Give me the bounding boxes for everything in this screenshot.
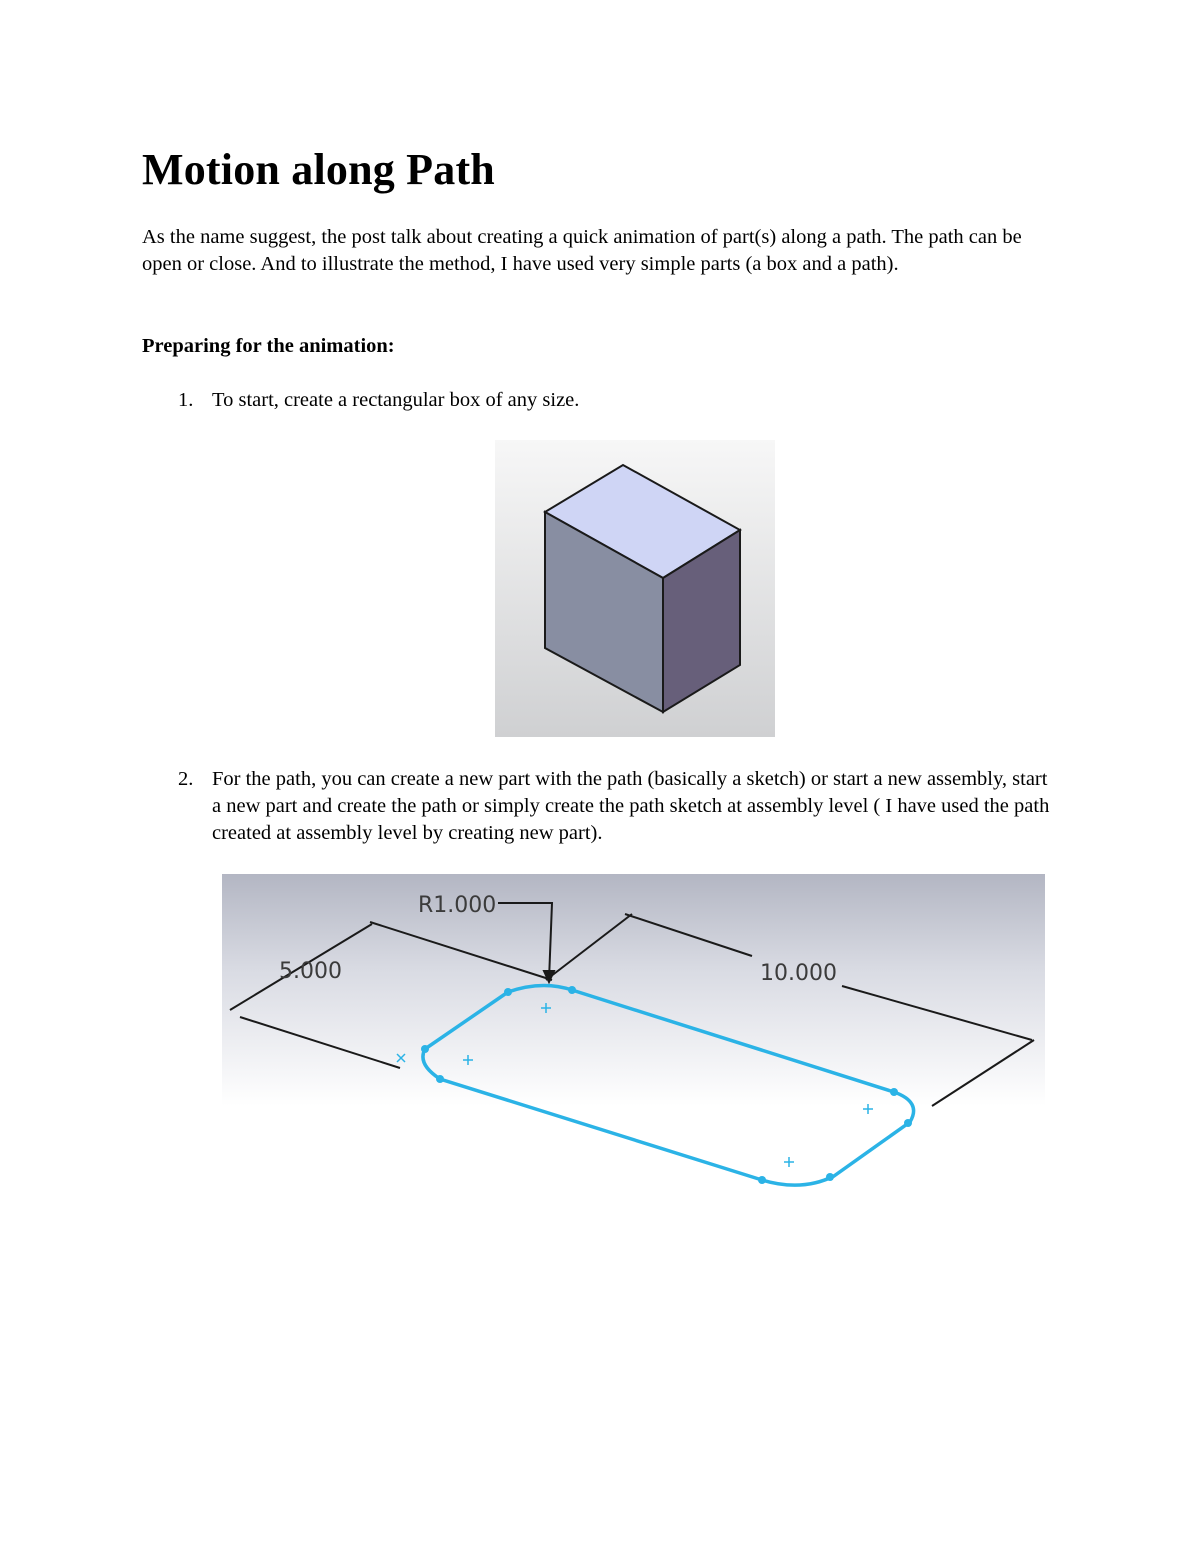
box-figure <box>495 440 775 737</box>
list-item-text: To start, create a rectangular box of any size. <box>212 389 580 411</box>
box-illustration <box>495 440 775 737</box>
width-dimension-label: 5.000 <box>279 959 342 984</box>
radius-dimension-label: R1.000 <box>418 893 497 918</box>
path-vertex <box>568 986 576 994</box>
center-mark <box>541 1003 551 1013</box>
path-sketch-illustration <box>222 874 1045 1196</box>
path-vertex <box>436 1075 444 1083</box>
path-vertex <box>826 1173 834 1181</box>
list-item-number: 1. <box>178 389 194 411</box>
center-mark <box>463 1055 473 1065</box>
extension-line <box>546 914 632 980</box>
intro-paragraph: As the name suggest, the post talk about creating a quick animation of part(s) along a path. The path can be open or close. And to illustrate the method, I have used very simple parts (a box and a path). <box>142 226 1022 275</box>
radius-leader-line <box>498 903 552 980</box>
path-vertex <box>890 1088 898 1096</box>
length-dimension-line <box>625 914 752 956</box>
list-item-text: For the path, you can create a new part with the path (basically a sketch) or start a new assembly, start a new part and create the path or simply create the path sketch at assembly level ( I have used the path created at assembly level by creating new part). <box>212 768 1050 844</box>
path-vertex <box>758 1176 766 1184</box>
page-title: Motion along Path <box>142 145 495 194</box>
radius-arrowhead <box>544 971 554 982</box>
extension-line <box>932 1040 1034 1106</box>
path-sketch-figure <box>222 874 1045 1196</box>
extension-line <box>370 922 552 980</box>
path-vertex <box>421 1045 429 1053</box>
center-mark <box>863 1104 873 1114</box>
center-mark <box>784 1157 794 1167</box>
dimension-lines <box>230 903 1034 1106</box>
arc-center-marks <box>397 1003 873 1167</box>
path-vertex <box>904 1119 912 1127</box>
length-dimension-line <box>842 986 1032 1040</box>
path-vertices <box>421 986 912 1184</box>
path-vertex <box>504 988 512 996</box>
extension-line <box>240 1017 400 1068</box>
list-item-number: 2. <box>178 768 194 790</box>
closed-path-outline <box>423 985 914 1185</box>
length-dimension-label: 10.000 <box>760 961 837 986</box>
section-heading: Preparing for the animation: <box>142 335 395 357</box>
center-mark <box>397 1054 405 1062</box>
